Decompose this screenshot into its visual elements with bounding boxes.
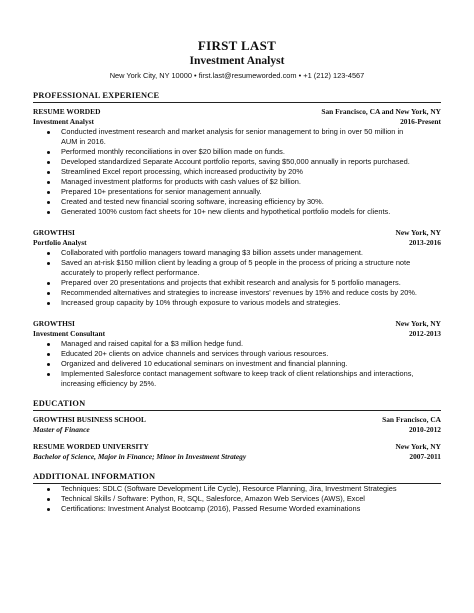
job-org: RESUME WORDED	[33, 107, 101, 116]
bullet-icon	[47, 131, 50, 134]
contact-line: New York City, NY 10000 • first.last@resumeworded.com • +1 (212) 123-4567	[109, 71, 365, 80]
bullet-icon	[47, 508, 50, 511]
bullet-icon	[47, 161, 50, 164]
job-org: GROWTHSI	[33, 319, 75, 328]
bullet-item: Collaborated with portfolio managers toward managing $3 billion assets under management.	[47, 248, 441, 258]
bullet-item: Streamlined Excel report processing, which increased productivity by 20%	[47, 167, 441, 177]
bullet-icon	[47, 363, 50, 366]
bullet-icon	[47, 181, 50, 184]
bullet-item: Created and tested new financial scoring software, increasing efficiency by 30%.	[47, 197, 441, 207]
resume-page	[33, 38, 441, 514]
education-heading: EDUCATION	[33, 399, 441, 411]
job-dates: 2012-2013	[408, 329, 441, 338]
candidate-title: Investment Analyst	[189, 55, 285, 67]
education-entry	[33, 415, 441, 435]
bullet-item: Conducted investment research and market analysis for senior management to bring in over 50 million in	[47, 127, 441, 137]
job-location: San Francisco, CA and New York, NY	[321, 107, 441, 116]
bullet-icon	[47, 353, 50, 356]
job-entry	[33, 319, 441, 389]
bullet-item: Techniques: SDLC (Software Development Life Cycle), Resource Planning, Jira, Investment Strategies	[47, 484, 441, 494]
education-dates: 2007-2011	[409, 452, 441, 461]
school-location: San Francisco, CA	[382, 415, 441, 424]
job-role: Portfolio Analyst	[33, 238, 87, 247]
job-dates: 2013-2016	[408, 238, 441, 247]
job-dates: 2016-Present	[400, 117, 441, 126]
candidate-name: FIRST LAST	[197, 38, 277, 53]
additional-section	[33, 472, 441, 514]
school-location: New York, NY	[395, 442, 441, 451]
bullet-item: Prepared 10+ presentations for senior management annually.	[47, 187, 441, 197]
bullet-item: Generated 100% custom fact sheets for 10+ new clients and hypothetical portfolio models for clients.	[47, 207, 441, 217]
bullet-icon	[47, 343, 50, 346]
bullet-item: Saved an at-risk $150 million client by leading a group of 5 people in the process of pricing a structure note	[47, 258, 441, 268]
bullet-icon	[47, 151, 50, 154]
bullet-icon	[47, 373, 50, 376]
degree: Bachelor of Science, Major in Finance; Minor in Investment Strategy	[33, 452, 247, 461]
bullet-item: Increased group capacity by 10% through exposure to various models and strategies.	[47, 298, 441, 308]
bullet-item: Implemented Salesforce contact management software to keep track of client relationships and interactions,	[47, 369, 441, 379]
bullet-item: Recommended alternatives and strategies to increase investors' revenues by 15% and reduce costs by 20%.	[47, 288, 441, 298]
experience-heading: PROFESSIONAL EXPERIENCE	[33, 91, 441, 103]
job-role: Investment Analyst	[33, 117, 94, 126]
bullet-continuation: increasing efficiency by 25%.	[61, 379, 157, 388]
bullet-icon	[47, 171, 50, 174]
job-entry	[33, 228, 441, 308]
education-section	[33, 399, 441, 462]
bullet-icon	[47, 262, 50, 265]
job-location: New York, NY	[395, 228, 441, 237]
bullet-icon	[47, 292, 50, 295]
bullet-item: Certifications: Investment Analyst Bootcamp (2016), Passed Resume Worded examinations	[47, 504, 441, 514]
job-org: GROWTHSI	[33, 228, 75, 237]
bullet-icon	[47, 488, 50, 491]
bullet-continuation: AUM in 2016.	[61, 137, 106, 146]
job-role: Investment Consultant	[33, 329, 106, 338]
bullet-item: Educated 20+ clients on advice channels and services through various resources.	[47, 349, 441, 359]
degree: Master of Finance	[33, 425, 90, 434]
job-entry	[33, 107, 441, 217]
education-dates: 2010-2012	[408, 425, 441, 434]
bullet-item: Prepared over 20 presentations and projects that exhibit research and analysis for 5 portfolio managers.	[47, 278, 441, 288]
bullet-icon	[47, 282, 50, 285]
bullet-icon	[47, 252, 50, 255]
bullet-item: Technical Skills / Software: Python, R, SQL, Salesforce, Amazon Web Services (AWS), Excel	[47, 494, 441, 504]
bullet-item: Managed investment platforms for products with cash values of $2 billion.	[47, 177, 441, 187]
job-location: New York, NY	[395, 319, 441, 328]
school-name: RESUME WORDED UNIVERSITY	[33, 442, 149, 451]
school-name: GROWTHSI BUSINESS SCHOOL	[33, 415, 146, 424]
bullet-item: Organized and delivered 10 educational seminars on investment and financial planning.	[47, 359, 441, 369]
bullet-item: Managed and raised capital for a $3 million hedge fund.	[47, 339, 441, 349]
bullet-icon	[47, 302, 50, 305]
additional-heading: ADDITIONAL INFORMATION	[33, 472, 441, 484]
bullet-icon	[47, 498, 50, 501]
experience-section	[33, 91, 441, 389]
education-entry	[33, 442, 441, 462]
bullet-item: Performed monthly reconciliations in over $20 billion made on funds.	[47, 147, 441, 157]
bullet-icon	[47, 201, 50, 204]
bullet-icon	[47, 191, 50, 194]
bullet-item: Developed standardized Separate Account portfolio reports, saving $50,000 annually in reports purchased.	[47, 157, 441, 167]
bullet-continuation: accurately to properly reflect performance.	[61, 268, 200, 277]
bullet-icon	[47, 211, 50, 214]
